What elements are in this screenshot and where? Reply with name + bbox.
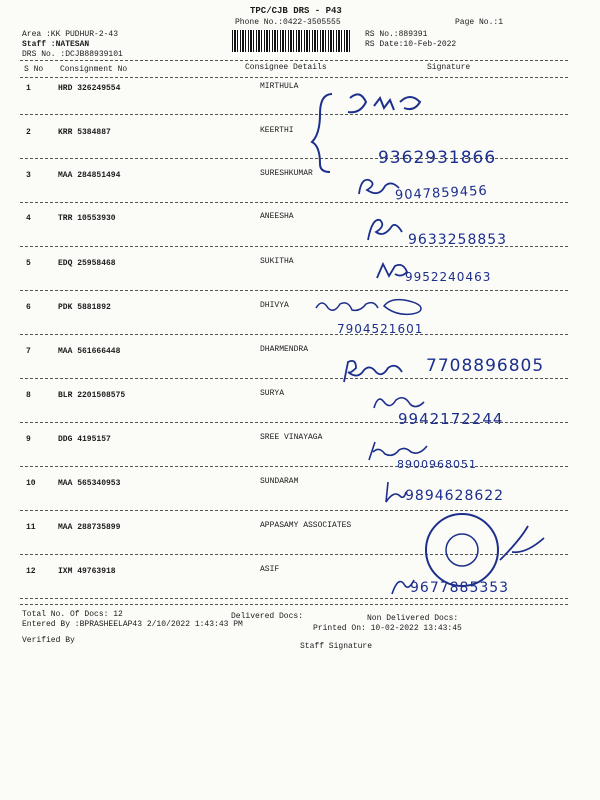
handwritten-signature <box>312 296 442 318</box>
row-sno: 3 <box>26 171 31 180</box>
company-stamp <box>420 510 550 590</box>
row-consignment: DDG 4195157 <box>58 435 111 444</box>
row-consignment: TRR 10553930 <box>58 214 116 223</box>
row-sno: 9 <box>26 435 31 444</box>
row-sno: 6 <box>26 303 31 312</box>
row-consignment: MAA 561666448 <box>58 347 121 356</box>
row-consignment: MAA 288735899 <box>58 523 121 532</box>
row-consignment: BLR 2201508575 <box>58 391 126 400</box>
divider <box>20 60 568 61</box>
divider <box>20 202 568 203</box>
row-consignee: SUKITHA <box>260 257 294 266</box>
document-title: TPC/CJB DRS - P43 <box>250 6 342 16</box>
verified-by: Verified By <box>22 636 75 645</box>
row-sno: 12 <box>26 567 36 576</box>
divider <box>20 378 568 379</box>
divider <box>20 604 568 605</box>
divider <box>20 290 568 291</box>
row-sno: 1 <box>26 84 31 93</box>
handwritten-phone: 9677885353 <box>410 580 510 596</box>
row-consignee: DHIVYA <box>260 301 289 310</box>
total-docs: Total No. Of Docs: 12 <box>22 610 123 619</box>
rs-date: RS Date:10-Feb-2022 <box>365 40 457 49</box>
handwritten-phone: 9633258853 <box>408 232 508 248</box>
divider <box>20 114 568 115</box>
row-consignment: MAA 284851494 <box>58 171 121 180</box>
row-consignee: MIRTHULA <box>260 82 299 91</box>
handwritten-phone: 9952240463 <box>405 270 492 284</box>
column-header-signature: Signature <box>427 63 471 72</box>
row-consignee: ANEESHA <box>260 212 294 221</box>
area-label: Area :KK PUDHUR-2-43 <box>22 30 119 39</box>
row-sno: 10 <box>26 479 36 488</box>
staff-signature: Staff Signature <box>300 642 373 651</box>
row-consignee: SURYA <box>260 389 285 398</box>
handwritten-signature <box>340 356 420 386</box>
divider <box>20 598 568 599</box>
non-delivered-docs: Non Delivered Docs: <box>367 614 459 623</box>
row-consignment: PDK 5881892 <box>58 303 111 312</box>
staff-label: Staff :NATESAN <box>22 40 90 49</box>
row-consignment: IXM 49763918 <box>58 567 116 576</box>
divider <box>20 466 568 467</box>
handwritten-phone: 9047859456 <box>394 183 489 204</box>
divider <box>20 334 568 335</box>
row-consignee: KEERTHI <box>260 126 294 135</box>
row-consignment: HRD 326249554 <box>58 84 121 93</box>
row-sno: 2 <box>26 128 31 137</box>
row-sno: 8 <box>26 391 31 400</box>
handwritten-phone: 7904521601 <box>337 322 424 336</box>
drs-number: DRS No. :DCJB88939101 <box>22 50 123 59</box>
row-consignee: ASIF <box>260 565 280 574</box>
row-consignee: DHARMENDRA <box>260 345 309 354</box>
handwritten-phone: 8900968051 <box>397 458 477 471</box>
entered-by: Entered By :BPRASHEELAP43 2/10/2022 1:43:43 PM <box>22 620 243 629</box>
column-header-sno: S No <box>24 65 44 74</box>
row-sno: 4 <box>26 214 31 223</box>
handwritten-phone: 7708896805 <box>426 356 545 376</box>
phone-number: Phone No.:0422-3505555 <box>235 18 341 27</box>
row-consignment: MAA 565340953 <box>58 479 121 488</box>
column-header-consignee: Consignee Details <box>245 63 327 72</box>
row-consignment: EDQ 25958468 <box>58 259 116 268</box>
printed-on: Printed On: 10-02-2022 13:43:45 <box>313 624 462 633</box>
row-sno: 11 <box>26 523 36 532</box>
barcode <box>232 30 350 52</box>
row-consignment: KRR 5384887 <box>58 128 111 137</box>
row-consignee: SUNDARAM <box>260 477 299 486</box>
handwritten-phone: 9942172244 <box>398 410 504 428</box>
rs-number: RS No.:889391 <box>365 30 428 39</box>
handwritten-phone: 9894628622 <box>405 488 505 504</box>
row-sno: 5 <box>26 259 31 268</box>
handwritten-signature <box>362 212 408 246</box>
divider <box>20 77 568 78</box>
row-consignee: SURESHKUMAR <box>260 169 313 178</box>
column-header-consignment: Consignment No <box>60 65 128 74</box>
page-number: Page No.:1 <box>455 18 504 27</box>
row-sno: 7 <box>26 347 31 356</box>
row-consignee: APPASAMY ASSOCIATES <box>260 521 352 530</box>
handwritten-phone: 9362931866 <box>378 148 497 168</box>
delivered-docs: Delivered Docs: <box>231 612 304 621</box>
row-consignee: SREE VINAYAGA <box>260 433 323 442</box>
